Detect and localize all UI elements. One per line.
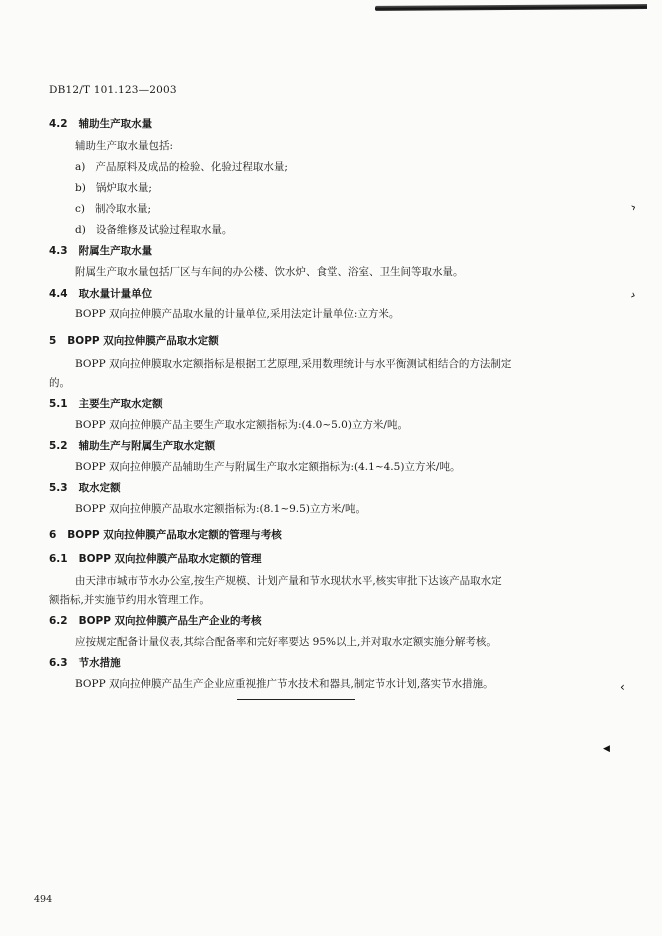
scan-mark: › bbox=[628, 287, 639, 303]
list-item bbox=[75, 223, 232, 237]
section-number: 6.1 bbox=[49, 553, 68, 565]
section-heading-6-2 bbox=[49, 614, 262, 628]
section-title: 节水措施 bbox=[78, 657, 121, 669]
section-title: BOPP 双向拉伸膜产品取水定额 bbox=[67, 335, 219, 347]
paragraph: 应按规定配备计量仪表,其综合配备率和完好率要达 95%以上,并对取水定额实施分解考核。 bbox=[75, 636, 497, 648]
section-title: 辅助生产取水量 bbox=[78, 118, 153, 130]
paragraph-line: 由天津市城市节水办公室,按生产规模、计划产量和节水现状水平,核实审批下达该产品取水定 bbox=[75, 575, 502, 587]
paragraph: BOPP 双向拉伸膜产品辅助生产与附属生产取水定额指标为:(4.1~4.5)立方米/吨。 bbox=[75, 461, 461, 473]
paragraph: BOPP 双向拉伸膜产品主要生产取水定额指标为:(4.0~5.0)立方米/吨。 bbox=[75, 419, 408, 431]
list-item bbox=[75, 160, 288, 174]
section-number: 6 bbox=[49, 529, 57, 541]
section-heading-4-2 bbox=[49, 117, 152, 131]
section-heading-6-3 bbox=[49, 656, 121, 670]
section-heading-5-2 bbox=[49, 439, 215, 453]
section-number: 4.2 bbox=[49, 118, 68, 130]
list-item bbox=[75, 202, 151, 216]
section-number: 4.3 bbox=[49, 245, 68, 257]
section-title: BOPP 双向拉伸膜产品取水定额的管理 bbox=[78, 553, 262, 565]
section-title: 取水定额 bbox=[78, 482, 121, 494]
section-heading-5 bbox=[49, 334, 219, 348]
section-heading-4-3 bbox=[49, 244, 152, 258]
top-rule bbox=[375, 4, 647, 11]
paragraph: BOPP 双向拉伸膜产品取水量的计量单位,采用法定计量单位:立方米。 bbox=[75, 308, 400, 320]
section-number: 5.2 bbox=[49, 440, 68, 452]
paragraph: 附属生产取水量包括厂区与车间的办公楼、饮水炉、食堂、浴室、卫生间等取水量。 bbox=[75, 266, 464, 278]
section-number: 6.2 bbox=[49, 615, 68, 627]
scan-mark: ‹ bbox=[620, 680, 625, 694]
section-heading-6-1 bbox=[49, 552, 262, 566]
scan-mark: › bbox=[628, 199, 639, 215]
list-text: 设备维修及试验过程取水量。 bbox=[95, 224, 233, 236]
paragraph-line: 的。 bbox=[49, 377, 70, 389]
paragraph: 辅助生产取水量包括: bbox=[75, 140, 174, 152]
list-marker: d) bbox=[75, 224, 86, 236]
paragraph-line: BOPP 双向拉伸膜取水定额指标是根据工艺原理,采用数理统计与水平衡测试相结合的方法制定 bbox=[75, 358, 512, 370]
list-text: 产品原料及成品的检验、化验过程取水量; bbox=[95, 161, 288, 173]
section-title: 辅助生产与附属生产取水定额 bbox=[78, 440, 216, 452]
scan-mark: ◀ bbox=[603, 744, 610, 754]
page-number: 494 bbox=[34, 894, 53, 905]
section-heading-5-1 bbox=[49, 397, 163, 411]
paragraph: BOPP 双向拉伸膜产品生产企业应重视推广节水技术和器具,制定节水计划,落实节水措施。 bbox=[75, 678, 494, 690]
list-text: 锅炉取水量; bbox=[95, 182, 152, 194]
list-item bbox=[75, 181, 152, 195]
section-number: 5.3 bbox=[49, 482, 68, 494]
section-heading-6 bbox=[49, 528, 282, 542]
list-marker: b) bbox=[75, 182, 86, 194]
section-heading-4-4 bbox=[49, 287, 152, 301]
list-marker: c) bbox=[75, 203, 85, 215]
end-rule bbox=[237, 699, 355, 700]
section-title: 主要生产取水定额 bbox=[78, 398, 163, 410]
section-number: 4.4 bbox=[49, 288, 68, 300]
section-title: 附属生产取水量 bbox=[78, 245, 153, 257]
section-heading-5-3 bbox=[49, 481, 121, 495]
section-title: 取水量计量单位 bbox=[78, 288, 153, 300]
section-number: 5 bbox=[49, 335, 57, 347]
standard-code: DB12/T 101.123—2003 bbox=[49, 84, 177, 96]
section-title: BOPP 双向拉伸膜产品取水定额的管理与考核 bbox=[67, 529, 282, 541]
list-marker: a) bbox=[75, 161, 86, 173]
list-text: 制冷取水量; bbox=[95, 203, 152, 215]
section-number: 5.1 bbox=[49, 398, 68, 410]
paragraph: BOPP 双向拉伸膜产品取水定额指标为:(8.1~9.5)立方米/吨。 bbox=[75, 503, 366, 515]
section-title: BOPP 双向拉伸膜产品生产企业的考核 bbox=[78, 615, 262, 627]
section-number: 6.3 bbox=[49, 657, 68, 669]
paragraph-line: 额指标,并实施节约用水管理工作。 bbox=[49, 594, 210, 606]
